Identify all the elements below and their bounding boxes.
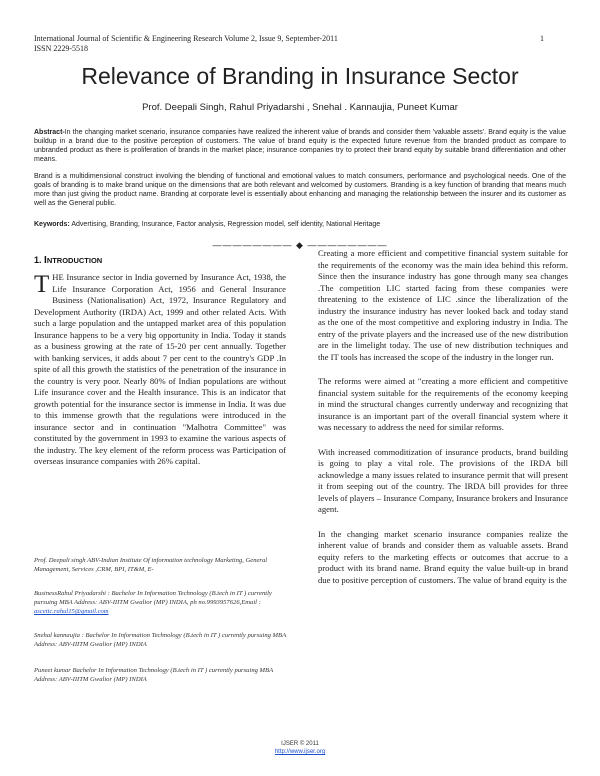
section-title-rest: NTRODUCTION [46, 256, 103, 265]
drop-cap: T [34, 271, 50, 298]
abstract-paragraph-2: Brand is a multidimensional construct involving the blending of functional and emotional values to match consumers, performance and psychological needs. One of the goals of branding is to make brand unique on the dimensions that are both relevant and welcomed by customers. Branding is a key function of branding that means much more than just giving the product name. Branding at corporate level is essentially about enhancing and managing the relationship between the insurer and its customer as well as the General public. [34, 173, 566, 207]
paper-authors: Prof. Deepali Singh, Rahul Priyadarshi , Snehal . Kannaujia, Puneet Kumar [142, 102, 458, 113]
author-note-2-text: BusinessRahul Priyadarshi : Bachelor In Information Technology (B.tech in IT ) currently pursuing MBA Address: ABV-IIITM Gwalior (MP) INDIA, ph no.9993957626,Email : [34, 590, 272, 606]
abstract [34, 128, 566, 164]
author-note-1: Prof. Deepali singh ABV-Indian Institute Of information technology Marketing, General Management, Services ,CRM, BPI, IT&M, E- [34, 557, 268, 573]
intro-text: HE Insurance sector in India governed by Insurance Act, 1938, the Life Insurance Corporation Act, 1956 and General Insurance Business (Nationalisation) Act, 1972, Insurance Regulatory and Development Authority (IRDA) Act, 1999 and other related Acts. With such a large population and the untapped market area of this population Insurance happens to be a very big opportunity in India. Today it stands as a business growing at the rate of 15-20 per cent annually. Together with banking services, it adds about 7 per cent to the country's GDP .In spite of all this growth the statistics of the penetration of the insurance in the country is very poor. Nearly 80% of Indian populations are without Life insurance cover and the Health insurance. This is an indicator that growth potential for the insurance sector is immense in India. It was due to this immense growth that the regulations were introduced in the insurance sector and in continuation "Malhotra Committee" was constituted by the government in 1993 to examine the various aspects of the industry. The key element of the reform process was Participation of overseas insurance companies with 26% capital. [34, 272, 286, 466]
journal-issn: ISSN 2229-5518 [34, 44, 89, 53]
page-footer [0, 740, 600, 756]
right-paragraph-3: With increased commoditization of insurance products, brand building is going to play a vital role. The provisions of the IRDA bill acknowledge a many issues related to insurance permit that will present it from seeping out of the country. The IRDA bill provides for three levels of players – Insurance Company, Insurance brokers and Insurance agent. [318, 446, 568, 514]
page-number: 1 [540, 34, 544, 43]
footer-copyright: IJSER © 2011 [281, 741, 319, 747]
author-note-4: Puneet kumar Bachelor In Information Technology (B.tech in IT ) currently pursuing MBA Address: ABV-IIITM Gwalior (MP) INDIA [34, 667, 273, 683]
footer-url-link[interactable]: http://www.ijser.org [274, 749, 326, 755]
section-title-initial: I [44, 255, 47, 266]
paper-title: Relevance of Branding in Insurance Sector [81, 63, 519, 89]
keywords [34, 220, 566, 229]
section-heading [34, 255, 102, 266]
abstract-label: Abstract- [34, 129, 65, 136]
right-paragraph-2: The reforms were aimed at "creating a more efficient and competitive financial system suitable for the requirements of the economy keeping in mind the structural changes currently underway and recognizing that insurance is an important part of the overall financial system where it was necessary to address the need for similar reforms. [318, 376, 568, 432]
section-separator: ———————— ◆ ———————— [212, 240, 388, 250]
left-column [34, 272, 286, 481]
keywords-text: Advertising, Branding, Insurance, Factor analysis, Regression model, self identity, National Heritage [71, 221, 381, 228]
abstract-text: In the changing market scenario, insurance companies have realized the inherent value of brands and consider them 'valuable assets'. Brand equity is the value buildup in a brand due to the positive perception of customers. The value of brand equity is the expected future revenue from the branded product as compare to unbranded product as there is proliferation of brands in the market place; insurance companies try to protect their brand equity by suitable brand differentiation and other means. [34, 129, 566, 163]
right-paragraph-4: In the changing market scenario insurance companies realize the inherent value of brands and consider them as valuable assets. Brand equity refers to the marketing effects or outcomes that accrue to a product with its brand name. Brand equity the value built-up in brand due to positive perception of customers. The value of brand equity is the [318, 528, 568, 585]
author-note-2 [34, 589, 286, 616]
right-column [318, 248, 568, 599]
keywords-label: Keywords: [34, 221, 70, 228]
right-paragraph-1: Creating a more efficient and competitive financial system suitable for the requirements of the economy was the main idea behind this reform. Since then the insurance industry has gone through many sea changes .The competition LIC started facing from these companies were threatening to the existence of LIC .since the liberalization of the industry the insurance industry has never looked back and today stand as the one of the most competitive and exploring industry in India. The entry of the private players and the increased use of the new distribution are in the limelight today. The use of new distribution techniques and the IT tools has increased the scope of the industry in the longer run. [318, 248, 568, 362]
journal-name: International Journal of Scientific & Engineering Research Volume 2, Issue 9, September-2011 [34, 34, 338, 43]
author-note-3: Snehal kannaujia : Bachelor In Information Technology (B.tech in IT ) currently pursuing MBA Address: ABV-IIITM Gwalior (MP) INDIA [34, 632, 286, 648]
section-number: 1. [34, 255, 42, 265]
intro-paragraph [34, 272, 286, 468]
journal-header [34, 34, 338, 54]
section-title [44, 255, 102, 265]
author-email-link[interactable]: ascetic.rahul15@gmail.com [34, 608, 109, 615]
